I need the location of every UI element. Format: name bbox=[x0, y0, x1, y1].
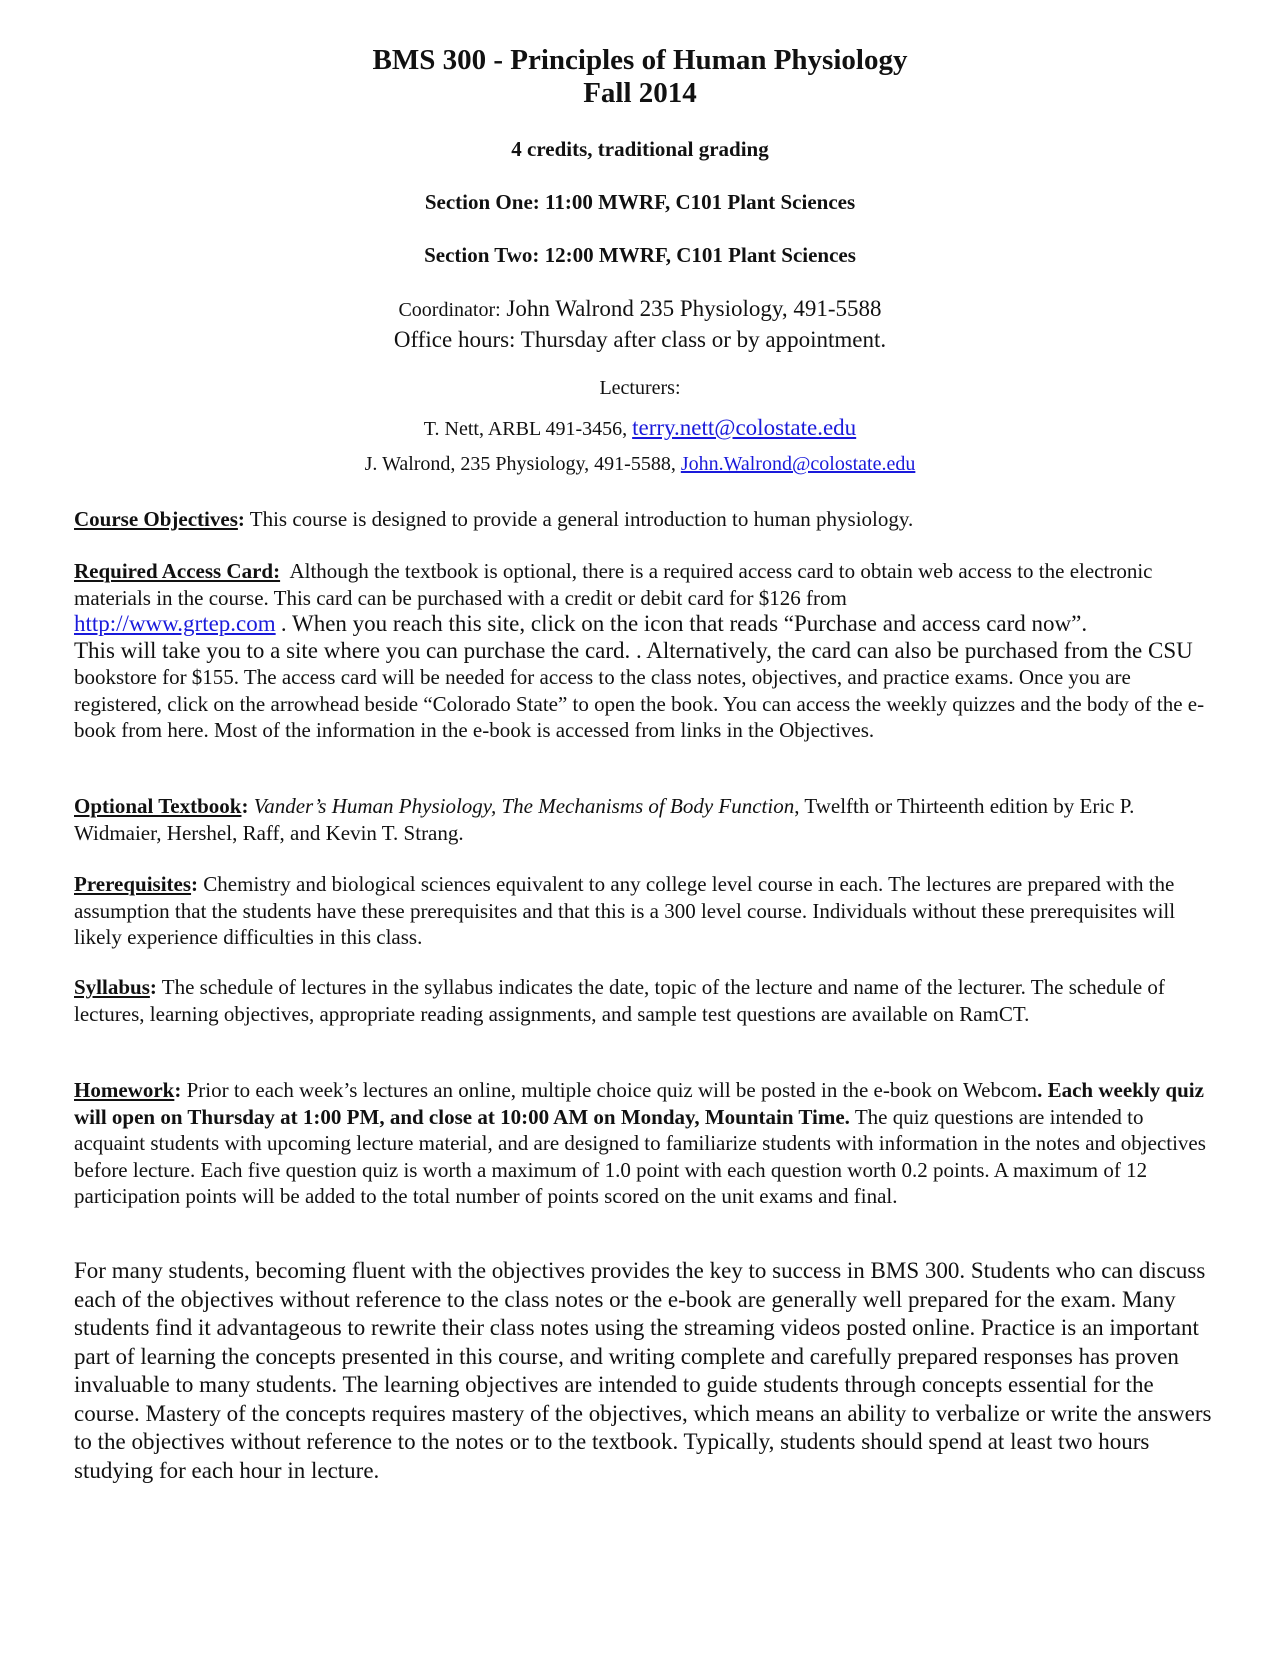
study-advice-paragraph: For many students, becoming fluent with the objectives provides the key to success in BMS 300. Students who can discuss each of the objectives without reference to the class notes or the e-book are generally well prepared for the exam. Many students find it advantageous to rewrite their class notes using the streaming videos posted online. Practice is an important part of learning the concepts presented in this course, and writing complete and carefully prepared responses has proven invaluable to many students. The learning objectives are intended to guide students through concepts essential for the course. Mastery of the concepts requires mastery of the objectives, which means an ability to verbalize or write the answers to the objectives without reference to the notes or to the textbook. Typically, students should spend at least two hours studying for each hour in lecture. bbox=[74, 1258, 1212, 1483]
textbook-section: Optional Textbook: Vander’s Human Physiology, The Mechanisms of Body Function, Twelfth or Thirteenth edition by Eric P. Widmaier, Hershel, Raff, and Kevin T. Strang. bbox=[74, 794, 1135, 845]
prerequisites-text: Chemistry and biological sciences equivalent to any college level course in each. The lectures are prepared with the assumption that the students have these prerequisites and that this is a 300 level course. Individuals without these prerequisites will likely experience difficulties in this class. bbox=[74, 872, 1176, 949]
lecturer-2-info: J. Walrond, 235 Physiology, 491-5588, bbox=[364, 453, 676, 475]
section-one-line: Section One: 11:00 MWRF, C101 Plant Sciences bbox=[424, 190, 856, 214]
coordinator-label: Coordinator: bbox=[398, 299, 501, 321]
lecturers-label: Lecturers: bbox=[599, 377, 681, 399]
syllabus-text: The schedule of lectures in the syllabus indicates the date, topic of the lecture and name of the lecturer. The schedule of lectures, learning objectives, appropriate reading assignments, and sample test questions are available on RamCT. bbox=[74, 975, 1165, 1026]
title-line-1: BMS 300 - Principles of Human Physiology bbox=[372, 44, 908, 76]
homework-quiz-schedule: . Each weekly quiz will open on Thursday at 1:00 PM, and close at 10:00 AM on Monday, Mountain Time. bbox=[74, 1078, 1204, 1129]
title-line-2: Fall 2014 bbox=[583, 77, 697, 109]
course-objectives-text: This course is designed to provide a general introduction to human physiology. bbox=[249, 507, 914, 531]
homework-text-1: Prior to each week’s lectures an online, multiple choice quiz will be posted in the e-book on Webcom bbox=[186, 1078, 1038, 1102]
textbook-heading: Optional Textbook bbox=[74, 794, 242, 818]
course-title bbox=[0, 44, 1280, 110]
office-hours-line: Office hours: Thursday after class or by appointment. bbox=[393, 327, 887, 352]
access-card-section bbox=[74, 558, 1214, 744]
coordinator-block bbox=[0, 294, 1280, 354]
homework-section: Homework: Prior to each week’s lectures an online, multiple choice quiz will be posted in the e-book on Webcom. Each weekly quiz will open on Thursday at 1:00 PM, and close at 10:00 AM on Monday, Mountain Time. The quiz questions are intended to acquaint students with upcoming lecture material, and are designed to familiarize students with information in the notes and objectives before lecture. Each five question quiz is worth a maximum of 1.0 point with each question worth 0.2 points. A maximum of 12 participation points will be added to the total number of points scored on the unit exams and final. bbox=[74, 1078, 1206, 1208]
lecturer-2-line bbox=[0, 453, 1280, 476]
coordinator-value: John Walrond 235 Physiology, 491-5588 bbox=[506, 296, 882, 321]
lecturer-2-email-link[interactable]: John.Walrond@colostate.edu bbox=[680, 453, 916, 475]
credits-line: 4 credits, traditional grading bbox=[511, 137, 769, 161]
access-card-text-1: Although the textbook is optional, there is a required access card to obtain web access to the electronic materials in the course. This card can be purchased with a credit or debit card for $126 from bbox=[74, 559, 1153, 610]
lecturer-1-info: T. Nett, ARBL 491-3456, bbox=[423, 418, 628, 440]
syllabus-section: Syllabus: The schedule of lectures in the syllabus indicates the date, topic of the lecture and name of the lecturer. The schedule of lectures, learning objectives, appropriate reading assignments, and sample test questions are available on RamCT. bbox=[74, 975, 1165, 1026]
textbook-text: , Twelfth or Thirteenth edition by Eric P. Widmaier, Hershel, Raff, and Kevin T. Strang. bbox=[74, 794, 1135, 845]
prerequisites-heading: Prerequisites bbox=[74, 872, 192, 896]
homework-heading: Homework bbox=[74, 1078, 175, 1102]
access-card-text-4: bookstore for $155. The access card will be needed for access to the class notes, objectives, and practice exams. Once you are registered, click on the arrowhead beside “Colorado State” to open the book. You can access the weekly quizzes and the body of the e-book from here. Most of the information in the e-book is accessed from links in the Objectives. bbox=[74, 665, 1205, 742]
grtep-link[interactable]: http://www.grtep.com bbox=[74, 611, 276, 636]
lecturer-1-line bbox=[0, 415, 1280, 441]
coordinator-line bbox=[0, 294, 1280, 325]
course-objectives-section: Course Objectives: This course is designed to provide a general introduction to human physiology. bbox=[74, 507, 914, 531]
access-card-text-2: . When you reach this site, click on the icon that reads “Purchase and access card now”. bbox=[280, 611, 1088, 636]
course-objectives-heading: Course Objectives bbox=[74, 507, 238, 531]
section-two-line: Section Two: 12:00 MWRF, C101 Plant Sciences bbox=[424, 243, 856, 267]
access-card-heading: Required Access Card: bbox=[74, 559, 281, 583]
textbook-title: Vander’s Human Physiology, The Mechanisms of Body Function bbox=[253, 794, 795, 818]
homework-text-2: The quiz questions are intended to acquaint students with upcoming lecture material, and are designed to familiarize students with information in the notes and objectives before lecture. Each five question quiz is worth a maximum of 1.0 point with each question worth 0.2 points. A maximum of 12 participation points will be added to the total number of points scored on the unit exams and final. bbox=[74, 1104, 1206, 1208]
prerequisites-section: Prerequisites: Chemistry and biological sciences equivalent to any college level course in each. The lectures are prepared with the assumption that the students have these prerequisites and that this is a 300 level course. Individuals without these prerequisites will likely experience difficulties in this class. bbox=[74, 872, 1176, 949]
access-card-text-3: This will take you to a site where you can purchase the card. . Alternatively, the card can also be purchased from the CSU bbox=[74, 637, 1193, 663]
syllabus-heading: Syllabus bbox=[74, 975, 150, 999]
lecturer-1-email-link[interactable]: terry.nett@colostate.edu bbox=[632, 415, 857, 440]
